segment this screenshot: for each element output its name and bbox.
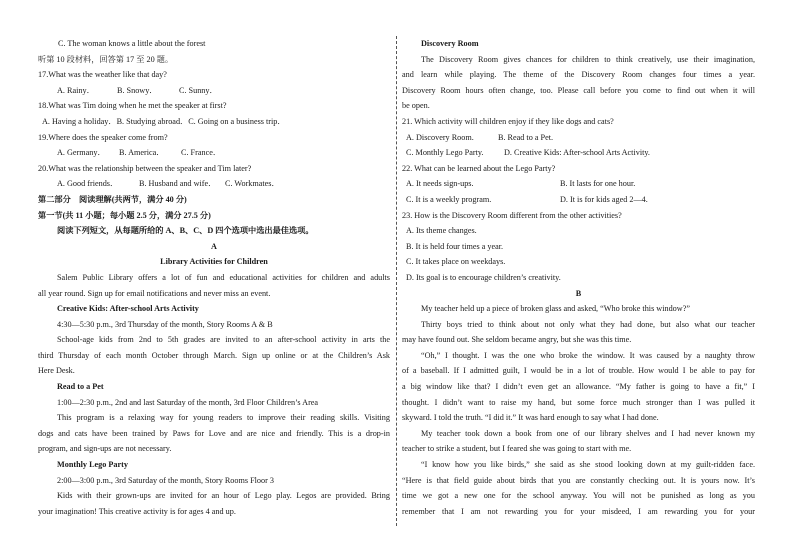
paragraph-line: be open. — [402, 101, 430, 111]
paragraph-line: and learn while playing. The theme of the Discovery Room changes four times a year. — [402, 70, 755, 80]
option-b: B. Husband and wife． — [139, 179, 217, 189]
paragraph-line: Thirty boys tried to think about not only what they had done, but also what our teacher — [421, 319, 755, 329]
question-22: 22. What can be learned about the Lego Party? — [402, 163, 556, 173]
passage-b-letter: B — [575, 288, 582, 298]
listening-instruction: 听第 10 段材料，回答第 17 至 20 题。 — [38, 54, 174, 64]
question-19: 19.Where does the speaker come from? — [38, 132, 168, 142]
paragraph-line: Here Desk. — [38, 366, 75, 376]
question-19-options — [38, 145, 390, 161]
paragraph-line: all year round. Sign up for email notifications and never miss an event. — [38, 288, 271, 298]
paragraph-line: program, and sign-ups are not necessary. — [38, 444, 172, 454]
section-one-heading: 第一节(共 11 小题；每小题 2.5 分，满分 27.5 分) — [38, 210, 211, 220]
left-column — [38, 36, 390, 519]
question-22-options — [402, 176, 755, 192]
paragraph-line: third Thursday of each month October through March. Sign up online or at the Children’s Ask — [38, 350, 390, 360]
paragraph-line: skyward. I told the truth. “I did it.” It was hard enough to say what I had done. — [402, 413, 659, 423]
option-c: C. It takes place on weekdays. — [406, 257, 506, 267]
activity-heading: Read to a Pet — [57, 382, 104, 392]
paragraph-line: a big window like that? I didn’t even get an allowance. “My father is going to have a fit,” I — [402, 382, 755, 392]
part-two-heading: 第二部分 阅读理解(共两节，满分 40 分) — [38, 194, 187, 204]
passage-a-title: Library Activities for Children — [160, 257, 268, 267]
right-column — [402, 36, 755, 519]
paragraph-line: “I know how you like birds,” she said as she stood looking down at my guilt-ridden face. — [421, 460, 755, 470]
option-a: A. It needs sign-ups. — [406, 179, 474, 189]
question-21-options — [402, 130, 755, 146]
paragraph-line: time we got a new one for the school anyway. You will not be punished as long as you — [402, 491, 755, 501]
option-a: A. Its theme changes. — [406, 226, 477, 236]
reading-instruction: 阅读下列短文，从每题所给的 A、B、C、D 四个选项中选出最佳选项。 — [57, 226, 314, 236]
question-21-options — [402, 145, 755, 161]
paragraph-line: dogs and cats have been trained by Paws for Love and are nice and friendly. This is a drop-in — [38, 428, 390, 438]
paragraph-line: may have found out. She seldom became angry, but she was this time. — [402, 335, 632, 345]
option-a: A. Good friends． — [57, 179, 119, 189]
activity-time: 2:00—3:00 p.m., 3rd Saturday of the month, Story Rooms Floor 3 — [57, 475, 274, 485]
activity-time: 1:00—2:30 p.m., 2nd and last Saturday of the month, 3rd Floor Children’s Area — [57, 397, 319, 407]
paragraph-line: your imagination! This creative activity is for ages 4 and up. — [38, 506, 236, 516]
question-20: 20.What was the relationship between the speaker and Tim later? — [38, 163, 252, 173]
option-b: B. Snowy． — [117, 85, 158, 95]
question-23: 23. How is the Discovery Room different from the other activities? — [402, 210, 622, 220]
option-b: B. Read to a Pet. — [498, 132, 554, 142]
paragraph-line: This program is a relaxing way for young readers to improve their reading skills. Visiting — [57, 413, 390, 423]
paragraph-line: My teacher took down a book from one of our library shelves and I had never known my — [421, 428, 755, 438]
paragraph-line: of a baseball. If I admitted guilt, I would be in a lot of trouble. How would I be able to pay for — [402, 366, 755, 376]
activity-heading: Creative Kids: After-school Arts Activity — [57, 304, 199, 314]
option-d: D. Creative Kids: After-school Arts Activity. — [504, 148, 650, 158]
activity-heading: Discovery Room — [421, 39, 479, 48]
question-17: 17.What was the weather like that day? — [38, 70, 167, 80]
question-21: 21. Which activity will children enjoy if they like dogs and cats? — [402, 116, 614, 126]
question-20-options — [38, 176, 390, 192]
paragraph-line: Kids with their grown-ups are invited for an hour of Lego play. Legos are provided. Bring — [57, 491, 390, 501]
option-a: A. Germany． — [57, 148, 106, 158]
option-line: C. The woman knows a little about the forest — [58, 39, 206, 48]
option-c: C. France． — [181, 148, 222, 158]
question-17-options — [38, 83, 390, 99]
option-b: B. It is held four times a year. — [406, 241, 504, 251]
paragraph-line: School-age kids from 2nd to 5th grades are invited to an after-school activity in arts the — [57, 335, 390, 345]
question-18-options: A. Having a holiday．B. Studying abroad．C. Going on a business trip． — [42, 116, 286, 126]
option-a: A. Discovery Room. — [406, 132, 474, 142]
option-a: A. Rainy． — [57, 85, 95, 95]
paragraph-line: thought. I didn’t want to raise my hand, but some force much stronger than I was pulled it — [402, 397, 755, 407]
column-divider — [396, 36, 397, 526]
paragraph-line: My teacher held up a piece of broken glass and asked, “Who broke this window?” — [421, 304, 690, 314]
option-c: C. Monthly Lego Party. — [406, 148, 484, 158]
paragraph-line: The Discovery Room gives chances for children to think creatively, use their imagination, — [421, 54, 755, 64]
option-d: D. Its goal is to encourage children’s creativity. — [406, 272, 561, 282]
option-c: C. Workmates． — [225, 179, 280, 189]
paragraph-line: Discovery Room hours often change, too. Please call before you come to find out when it will — [402, 85, 755, 95]
option-b: B. America． — [119, 148, 165, 158]
option-d: D. It is for kids aged 2—4. — [560, 194, 648, 204]
activity-heading: Monthly Lego Party — [57, 460, 128, 470]
passage-a-letter: A — [211, 241, 217, 251]
question-22-options — [402, 192, 755, 208]
option-b: B. It lasts for one hour. — [560, 179, 636, 189]
activity-time: 4:30—5:30 p.m., 3rd Thursday of the month, Story Rooms A & B — [57, 319, 273, 329]
question-18: 18.What was Tim doing when he met the speaker at first? — [38, 101, 227, 111]
paragraph-line: “Oh,” I thought. I was the one who broke the window. It was caused by a naughty throw — [421, 350, 755, 360]
option-c: C. It is a weekly program. — [406, 194, 492, 204]
option-c: C. Sunny． — [179, 85, 218, 95]
paragraph-line: Salem Public Library offers a lot of fun and educational activities for children and adults — [57, 272, 390, 282]
paragraph-line: “Here is that field guide about birds that you are constantly checking out. It is yours now. It’s — [402, 475, 755, 485]
paragraph-line: remember that I am not rewarding you for your misdeed, I am rewarding you for your — [402, 506, 755, 516]
paragraph-line: teacher to strike a student, but I feared she was going to start with me. — [402, 444, 632, 454]
